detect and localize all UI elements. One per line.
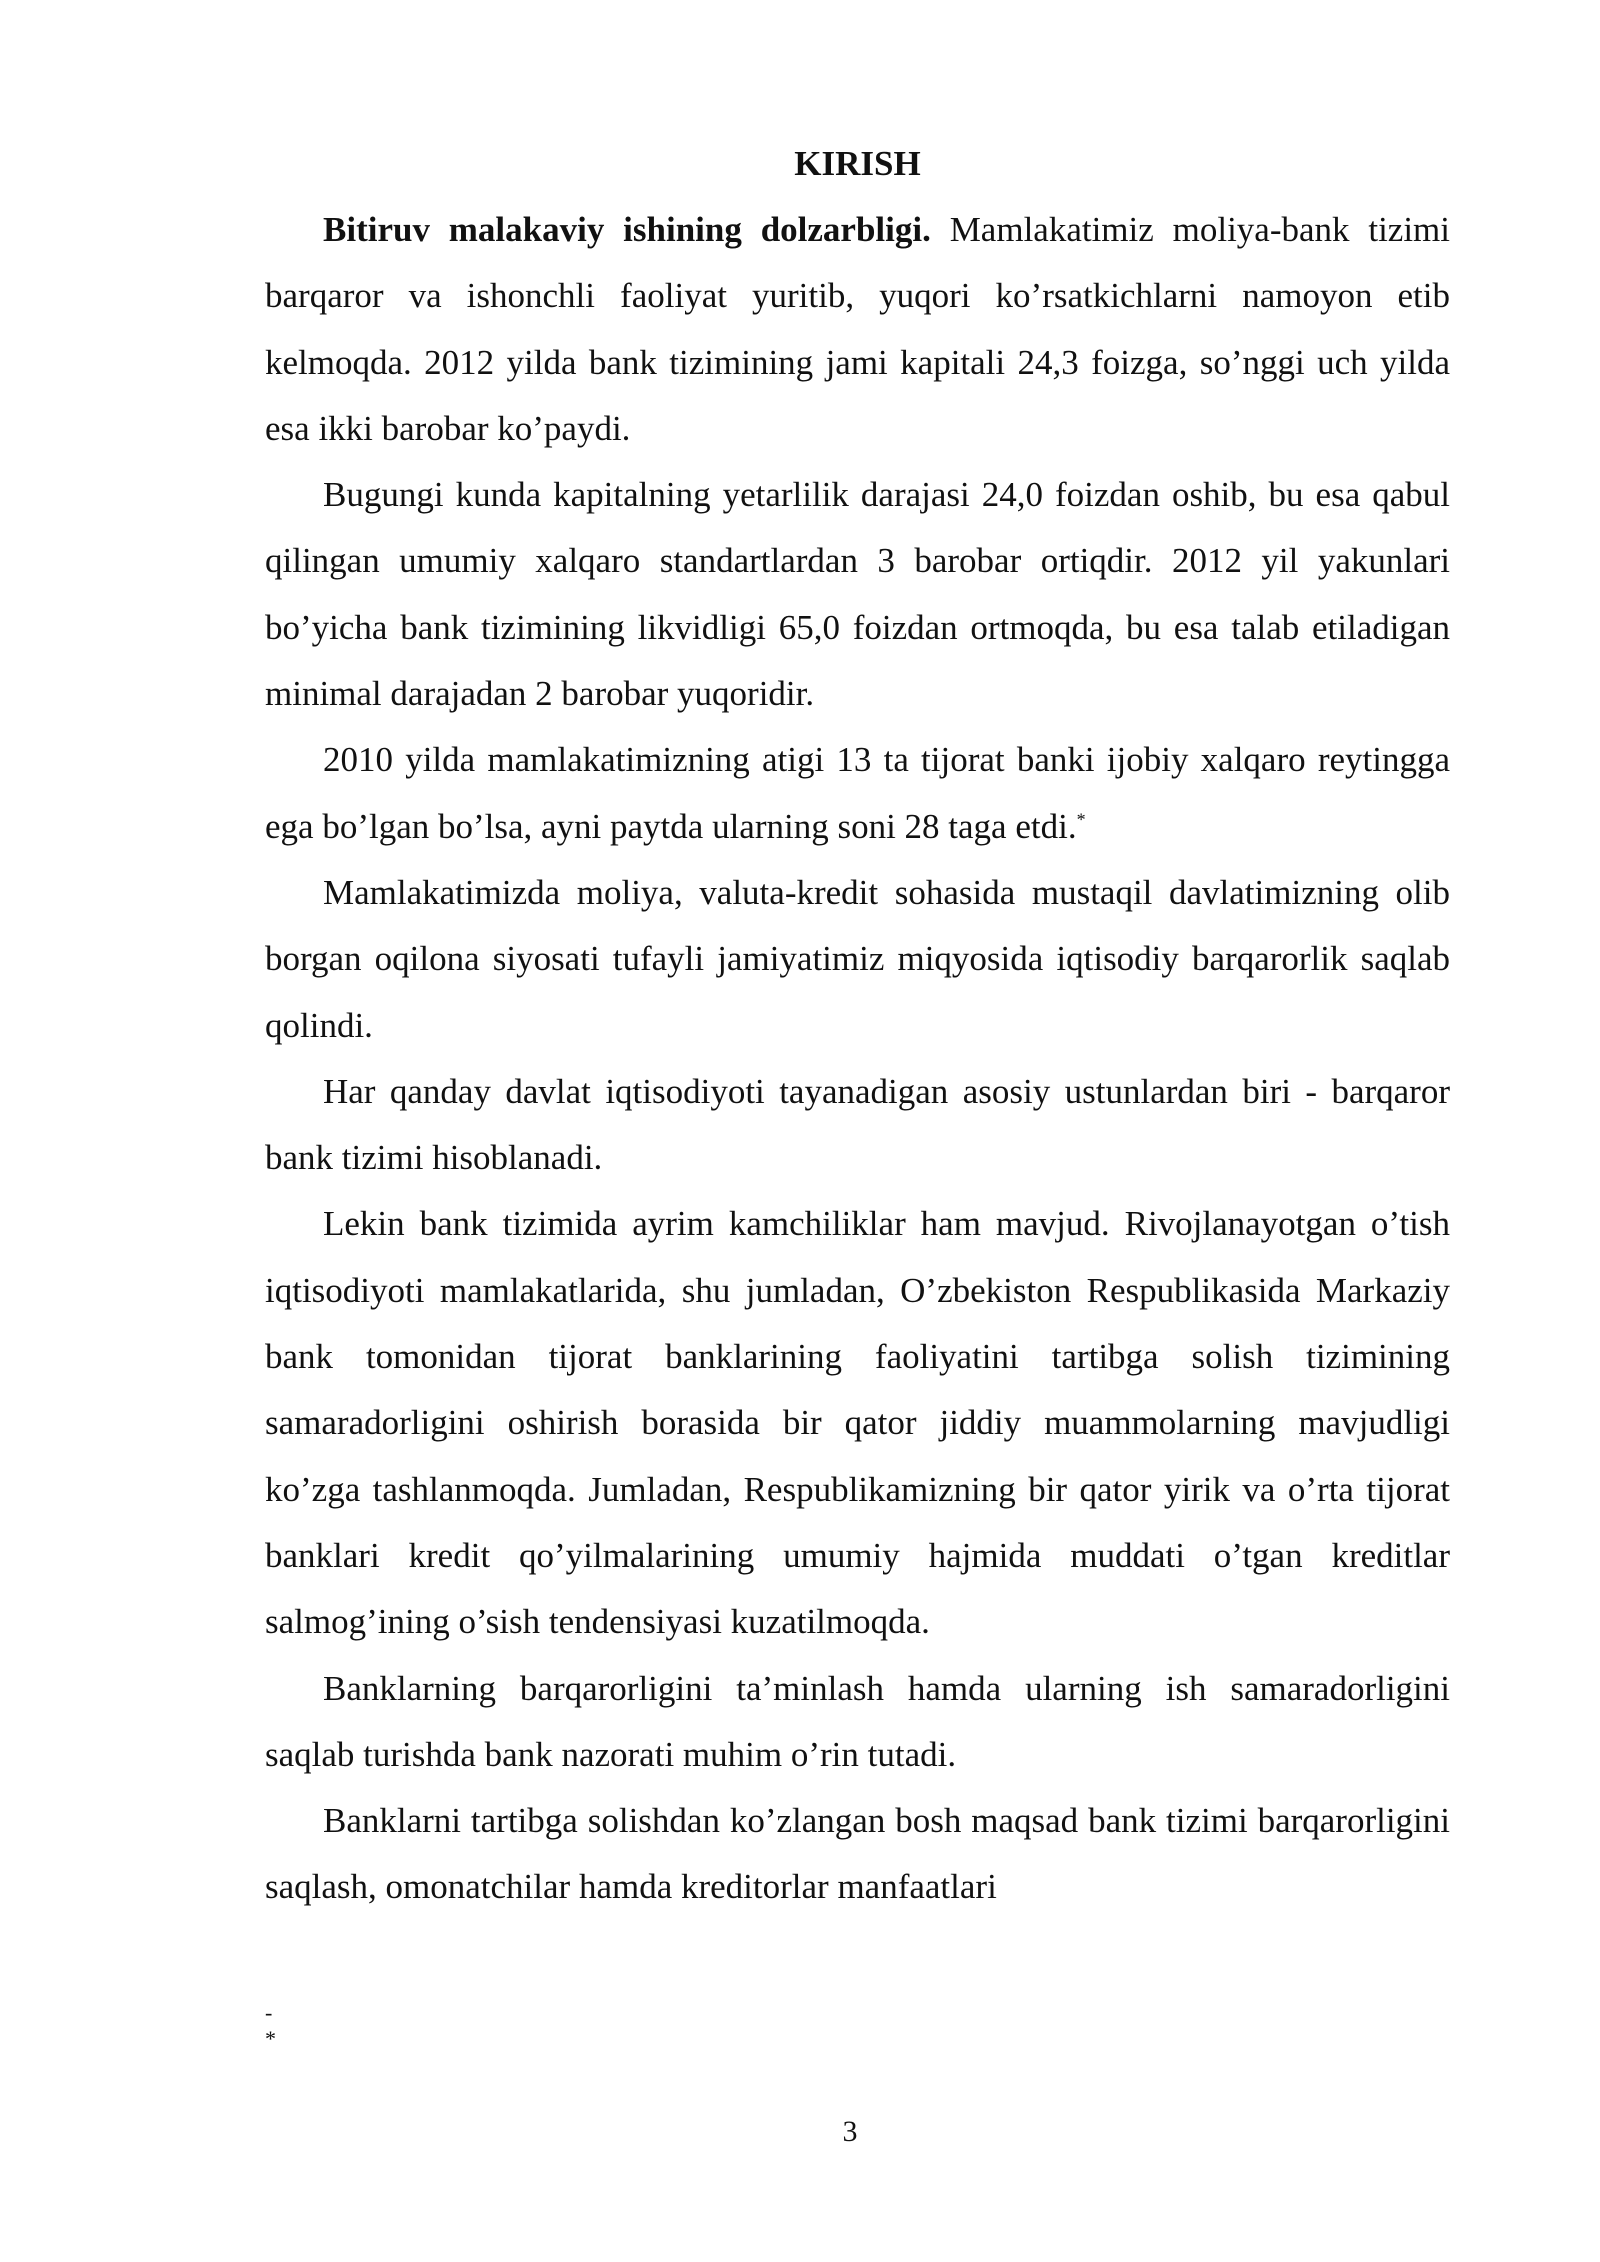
paragraph-5: Har qanday davlat iqtisodiyoti tayanadigan asosiy ustunlardan biri - barqaror bank tizimi hisoblanadi. bbox=[265, 1071, 1450, 1178]
paragraph-2: Bugungi kunda kapitalning yetarlilik darajasi 24,0 foizdan oshib, bu esa qabul qilingan umumiy xalqaro standartlardan 3 barobar ortiqdir. 2012 yil yakunlari bo’yicha bank tizimining likvidligi 65,0 foizdan ortmoqda, bu esa talab etiladigan minimal darajadan 2 barobar yuqoridir. bbox=[265, 475, 1450, 714]
page-title: KIRISH bbox=[794, 144, 921, 183]
paragraph-7: Banklarning barqarorligini ta’minlash hamda ularning ish samaradorligini saqlab turishda bank nazorati muhim o’rin tutadi. bbox=[265, 1668, 1450, 1774]
paragraph-6: Lekin bank tizimida ayrim kamchiliklar ham mavjud. Rivojlanayotgan o’tish iqtisodiyoti mamlakatlarida, shu jumladan, O’zbekiston Respublikasida Markaziy bank tomonidan tijorat banklarining faoliyatini tartibga solish tizimining samaradorligini oshirish borasida bir qator jiddiy muammolarning mavjudligi ko’zga tashlanmoqda. Jumladan, Respublikamizning bir qator yirik va o’rta tijorat banklari kredit qo’yilmalarining umumiy hajmida muddati o’tgan kreditlar salmog’ining o’sish tendensiyasi kuzatilmoqda. bbox=[265, 1204, 1450, 1642]
body-text bbox=[265, 197, 1450, 1921]
footnote-separator: - bbox=[265, 2000, 273, 2025]
page-number: 3 bbox=[842, 2115, 858, 2148]
footnote-mark: * bbox=[265, 2026, 276, 2051]
paragraph-text: Mamlakatimiz moliya-bank tizimi barqaror va ishonchli faoliyat yuritib, yuqori ko’rsatkichlarni namoyon etib kelmoqda. 2012 yilda bank tizimining jami kapitali 24,3 foizga, so’nggi uch yilda esa ikki barobar ko’paydi. bbox=[265, 210, 1451, 448]
paragraph-3 bbox=[265, 727, 1450, 860]
paragraph-8: Banklarni tartibga solishdan ko’zlangan bosh maqsad bank tizimi barqarorligini saqlash, omonatchilar hamda kreditorlar manfaatlari bbox=[265, 1801, 1450, 1907]
paragraph-text: 2010 yilda mamlakatimizning atigi 13 ta tijorat banki ijobiy xalqaro reytingga ega bo’lgan bo’lsa, ayni paytda ularning soni 28 taga etdi. bbox=[265, 740, 1450, 846]
paragraph-1 bbox=[265, 197, 1450, 462]
footnote-reference[interactable]: * bbox=[1076, 809, 1086, 830]
paragraph-lead: Bitiruv malakaviy ishining dolzarbligi. bbox=[323, 210, 931, 249]
footnotes bbox=[265, 2000, 276, 2052]
paragraph-4: Mamlakatimizda moliya, valuta-kredit sohasida mustaqil davlatimizning olib borgan oqilona siyosati tufayli jamiyatimiz miqyosida iqtisodiy barqarorlik saqlab qolindi. bbox=[265, 872, 1450, 1045]
